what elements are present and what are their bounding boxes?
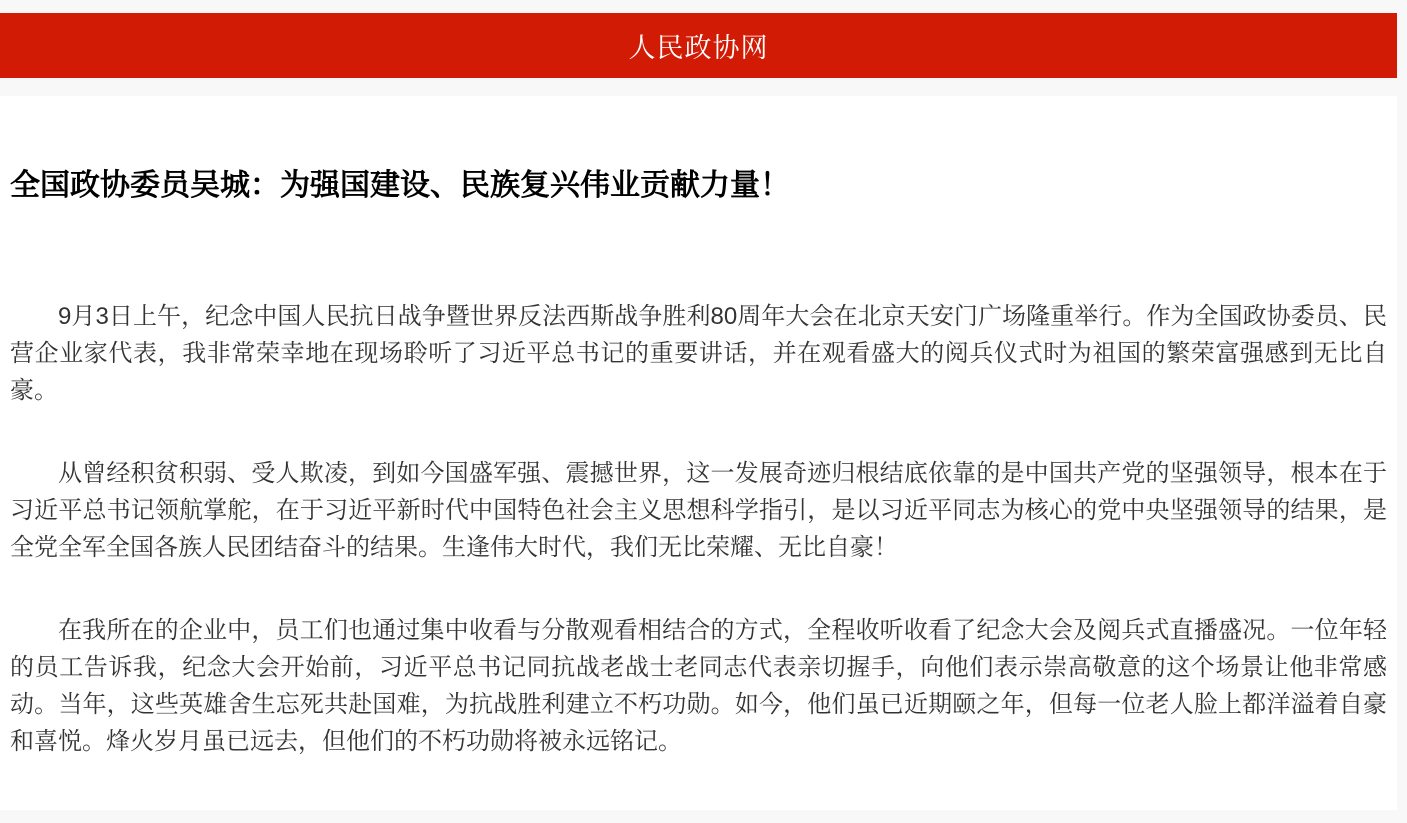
article-paragraph-1: 9月3日上午，纪念中国人民抗日战争暨世界反法西斯战争胜利80周年大会在北京天安门广场隆重举行。作为全国政协委员、民营企业家代表，我非常荣幸地在现场聆听了习近平总书记的重要讲话，并在观看盛大的阅兵仪式时为祖国的繁荣富强感到无比自豪。 <box>10 303 1387 404</box>
article-paragraph-2: 从曾经积贫积弱、受人欺凌，到如今国盛军强、震撼世界，这一发展奇迹归根结底依靠的是中国共产党的坚强领导，根本在于习近平总书记领航掌舵，在于习近平新时代中国特色社会主义思想科学指引，是以习近平同志为核心的党中央坚强领导的结果，是全党全军全国各族人民团结奋斗的结果。生逢伟大时代，我们无比荣耀、无比自豪！ <box>10 460 1387 561</box>
page-viewport <box>0 13 1397 810</box>
article-content <box>0 96 1397 810</box>
site-banner <box>0 13 1397 78</box>
scrollbar-track[interactable] <box>1397 13 1407 823</box>
site-title[interactable]: 人民政协网 <box>628 33 769 63</box>
article-paragraph-3: 在我所在的企业中，员工们也通过集中收看与分散观看相结合的方式，全程收听收看了纪念大会及阅兵式直播盛况。一位年轻的员工告诉我，纪念大会开始前，习近平总书记同抗战老战士老同志代表亲切握手，向他们表示崇高敬意的这个场景让他非常感动。当年，这些英雄舍生忘死共赴国难，为抗战胜利建立不朽功勋。如今，他们虽已近期颐之年，但每一位老人脸上都洋溢着自豪和喜悦。烽火岁月虽已远去，但他们的不朽功勋将被永远铭记。 <box>10 617 1387 755</box>
article-title: 全国政协委员吴城：为强国建设、民族复兴伟业贡献力量！ <box>10 169 790 202</box>
